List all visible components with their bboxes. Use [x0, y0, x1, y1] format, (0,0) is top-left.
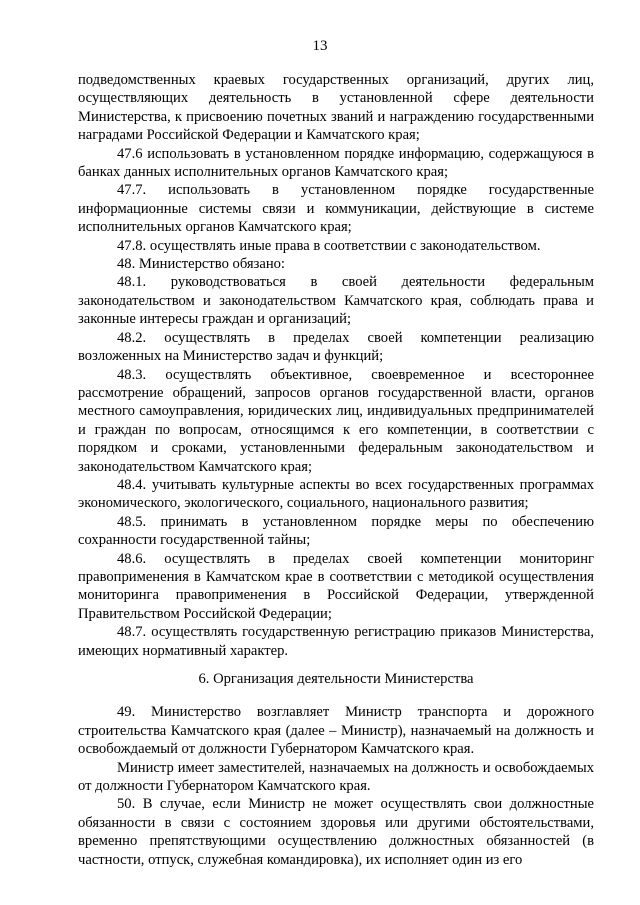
- paragraph-48-3: 48.3. осуществлять объективное, своевременное и всестороннее рассмотрение обращений, запросов органов государственной власти, органов местного самоуправления, юридических лиц, индивидуальных предпринимателей и граждан по вопросам, относящимся к его компетенции, в соответствии с порядком и сроками, установленными федеральным законодательством и законодательством Камчатского края;: [78, 366, 594, 475]
- paragraph-48-4: 48.4. учитывать культурные аспекты во всех государственных программах экономического, экологического, социального, национального развития;: [78, 476, 594, 512]
- paragraph-48-5: 48.5. принимать в установленном порядке меры по обеспечению сохранности государственной тайны;: [78, 513, 594, 549]
- section-heading: 6. Организация деятельности Министерства: [198, 671, 474, 687]
- paragraph-49: 49. Министерство возглавляет Министр транспорта и дорожного строительства Камчатского края (далее – Министр), назначаемый на должность и освобождаемый от должности Губернатором Камчатского края.: [78, 704, 594, 758]
- paragraph-48-7: 48.7. осуществлять государственную регистрацию приказов Министерства, имеющих нормативный характер.: [78, 624, 594, 659]
- paragraph-48-6: 48.6. осуществлять в пределах своей компетенции мониторинг правоприменения в Камчатском крае в соответствии с методикой осуществления мониторинга правоприменения в Российской Федерации, утвержденной Правительством Российской Федерации;: [78, 550, 594, 622]
- paragraph-deputies: Министр имеет заместителей, назначаемых на должность и освобождаемых от должности Губернатором Камчатского края.: [78, 759, 594, 795]
- paragraph-47-8: 47.8. осуществлять иные права в соответствии с законодательством.: [117, 237, 541, 254]
- paragraph-50: 50. В случае, если Министр не может осуществлять свои должностные обязанности в связи с состоянием здоровья или другими обстоятельствами, временно препятствующими осуществлению должностных обязанностей (в частности, отпуск, служебная командировка), их исполняет один из его: [78, 796, 594, 868]
- document-body: [78, 71, 594, 869]
- paragraph-47-7: 47.7. использовать в установленном порядке государственные информационные системы связи и коммуникации, действующие в системе исполнительных органов Камчатского края;: [78, 182, 594, 236]
- paragraph-48: 48. Министерство обязано:: [117, 256, 285, 273]
- paragraph-48-2: 48.2. осуществлять в пределах своей компетенции реализацию возложенных на Министерство задач и функций;: [78, 329, 594, 365]
- page-number: 13: [312, 38, 328, 54]
- paragraph-continuation: подведомственных краевых государственных организаций, других лиц, осуществляющих деятельность в установленной сфере деятельности Министерства, к присвоению почетных званий и награждению государственными наградами Российской Федерации и Камчатского края;: [78, 72, 594, 144]
- paragraph-47-6: 47.6 использовать в установленном порядке информацию, содержащуюся в банках данных исполнительных органов Камчатского края;: [78, 145, 594, 181]
- paragraph-48-1: 48.1. руководствоваться в своей деятельности федеральным законодательством и законодательством Камчатского края, соблюдать права и законные интересы граждан и организаций;: [78, 274, 594, 328]
